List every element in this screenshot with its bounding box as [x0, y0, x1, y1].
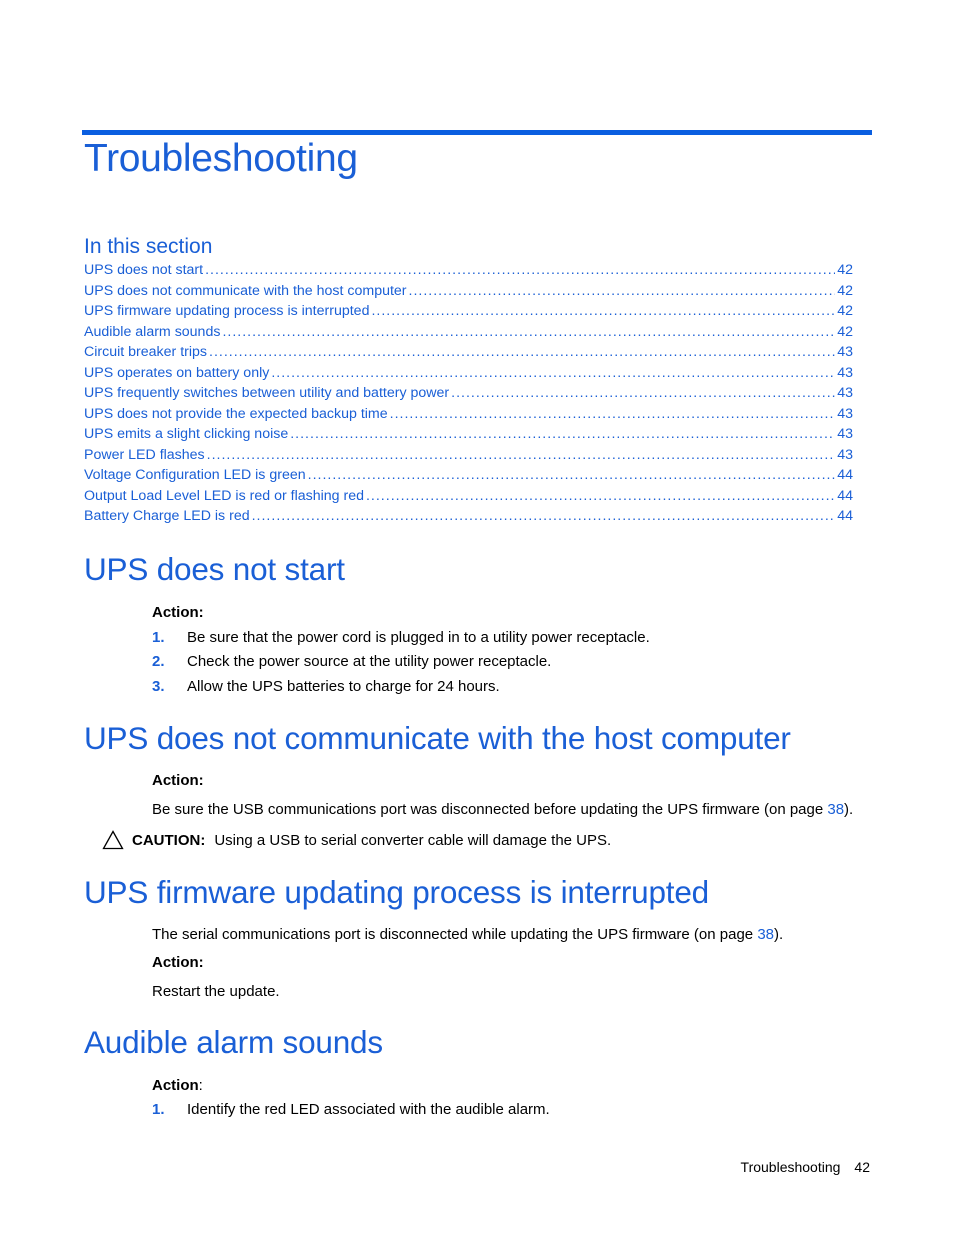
- toc-leader-dots: [209, 344, 835, 360]
- toc-entry-page[interactable]: 42: [837, 323, 853, 340]
- toc-leader-dots: [205, 262, 835, 278]
- toc-entry-page[interactable]: 43: [837, 344, 853, 360]
- page-footer: [741, 1159, 870, 1175]
- paragraph-text: ).: [774, 926, 784, 943]
- toc-leader-dots: [371, 303, 835, 319]
- section-title-firmware-interrupted: UPS firmware updating process is interrupted: [84, 874, 709, 910]
- section-title-no-communication: UPS does not communicate with the host computer: [84, 720, 791, 756]
- step-text: Identify the red LED associated with the audible alarm.: [187, 1101, 550, 1118]
- toc-entry-label[interactable]: Audible alarm sounds: [84, 323, 221, 340]
- toc-entry[interactable]: [84, 262, 853, 283]
- toc-entry-page[interactable]: 43: [837, 385, 853, 401]
- step-number: 2.: [152, 653, 165, 670]
- toc-leader-dots: [252, 508, 836, 524]
- step-text: Be sure that the power cord is plugged in to a utility power receptacle.: [187, 629, 650, 646]
- paragraph: [152, 926, 783, 943]
- toc-entry-label[interactable]: UPS does not provide the expected backup time: [84, 405, 388, 422]
- toc-entry[interactable]: [84, 344, 853, 365]
- toc-entry[interactable]: [84, 303, 853, 324]
- toc-entry[interactable]: [84, 467, 853, 488]
- toc-leader-dots: [308, 467, 836, 483]
- toc-entry-label[interactable]: Battery Charge LED is red: [84, 508, 250, 524]
- toc-entry-label[interactable]: UPS does not communicate with the host computer: [84, 282, 407, 299]
- step-number: 1.: [152, 629, 165, 646]
- toc-entry-page[interactable]: 42: [837, 303, 853, 319]
- page-link[interactable]: 38: [757, 926, 774, 943]
- toc-entry-page[interactable]: 44: [837, 508, 853, 524]
- toc-list: [84, 262, 853, 529]
- section-title-ups-does-not-start: UPS does not start: [84, 551, 345, 587]
- footer-section: Troubleshooting: [740, 1159, 841, 1175]
- toc-leader-dots: [207, 447, 836, 463]
- paragraph-text: The serial communications port is disconnected while updating the UPS firmware (on page: [152, 926, 758, 943]
- toc-entry-label[interactable]: Power LED flashes: [84, 446, 205, 463]
- list-item: [152, 629, 650, 646]
- action-label: Action:: [152, 772, 204, 789]
- toc-entry[interactable]: [84, 385, 853, 406]
- action-label: [152, 1077, 203, 1094]
- toc-entry-page[interactable]: 43: [837, 364, 853, 381]
- toc-entry-page[interactable]: 43: [837, 405, 853, 422]
- paragraph-text: ).: [844, 801, 854, 818]
- toc-entry-page[interactable]: 43: [837, 446, 853, 463]
- toc-leader-dots: [409, 283, 836, 299]
- section-title-audible-alarm: Audible alarm sounds: [84, 1024, 383, 1060]
- footer-page-number: 42: [854, 1159, 870, 1175]
- paragraph-text: Be sure the USB communications port was disconnected before updating the UPS firmware (on page: [152, 801, 828, 818]
- caution-label: CAUTION:: [132, 831, 206, 849]
- toc-heading: In this section: [84, 235, 213, 258]
- toc-entry-page[interactable]: 42: [837, 282, 853, 299]
- toc-leader-dots: [451, 385, 835, 401]
- list-item: [152, 1101, 550, 1118]
- toc-entry-page[interactable]: 44: [837, 467, 853, 483]
- action-label: Action:: [152, 954, 204, 971]
- toc-entry[interactable]: [84, 447, 853, 468]
- toc-entry-label[interactable]: UPS firmware updating process is interrupted: [84, 303, 370, 319]
- step-text: Allow the UPS batteries to charge for 24 hours.: [187, 678, 500, 695]
- toc-leader-dots: [271, 365, 835, 381]
- toc-leader-dots: [290, 426, 835, 442]
- toc-entry[interactable]: [84, 283, 853, 304]
- list-item: [152, 653, 551, 670]
- caution-notice: [102, 830, 611, 850]
- toc-entry-label[interactable]: Output Load Level LED is red or flashing red: [84, 487, 364, 504]
- toc-entry-label[interactable]: UPS operates on battery only: [84, 364, 270, 381]
- toc-leader-dots: [222, 324, 835, 340]
- toc-entry-label[interactable]: Voltage Configuration LED is green: [84, 467, 306, 483]
- list-item: [152, 678, 500, 695]
- toc-entry[interactable]: [84, 365, 853, 386]
- action-colon: :: [198, 1077, 203, 1094]
- step-number: 3.: [152, 678, 165, 695]
- toc-entry[interactable]: [84, 488, 853, 509]
- action-bold: Action: [152, 1077, 199, 1094]
- toc-entry-label[interactable]: UPS frequently switches between utility and battery power: [84, 385, 450, 401]
- toc-entry[interactable]: [84, 406, 853, 427]
- toc-entry-page[interactable]: 42: [837, 262, 853, 278]
- step-number: 1.: [152, 1101, 165, 1118]
- toc-entry[interactable]: [84, 508, 853, 529]
- page-title: Troubleshooting: [84, 137, 358, 180]
- paragraph: Restart the update.: [152, 983, 280, 1000]
- toc-leader-dots: [366, 488, 835, 504]
- toc-entry-label[interactable]: Circuit breaker trips: [84, 344, 207, 360]
- caution-triangle-icon: [102, 830, 124, 850]
- caution-text: Using a USB to serial converter cable will damage the UPS.: [214, 831, 612, 849]
- toc-entry[interactable]: [84, 324, 853, 345]
- toc-entry[interactable]: [84, 426, 853, 447]
- toc-entry-label[interactable]: UPS does not start: [84, 262, 204, 278]
- paragraph: [152, 801, 853, 818]
- toc-entry-label[interactable]: UPS emits a slight clicking noise: [84, 426, 289, 442]
- title-rule: [82, 130, 872, 135]
- toc-entry-page[interactable]: 44: [837, 487, 853, 504]
- action-label: Action:: [152, 604, 204, 621]
- toc-entry-page[interactable]: 43: [837, 426, 853, 442]
- toc-leader-dots: [390, 406, 836, 422]
- page-link[interactable]: 38: [827, 801, 845, 818]
- step-text: Check the power source at the utility power receptacle.: [187, 653, 552, 670]
